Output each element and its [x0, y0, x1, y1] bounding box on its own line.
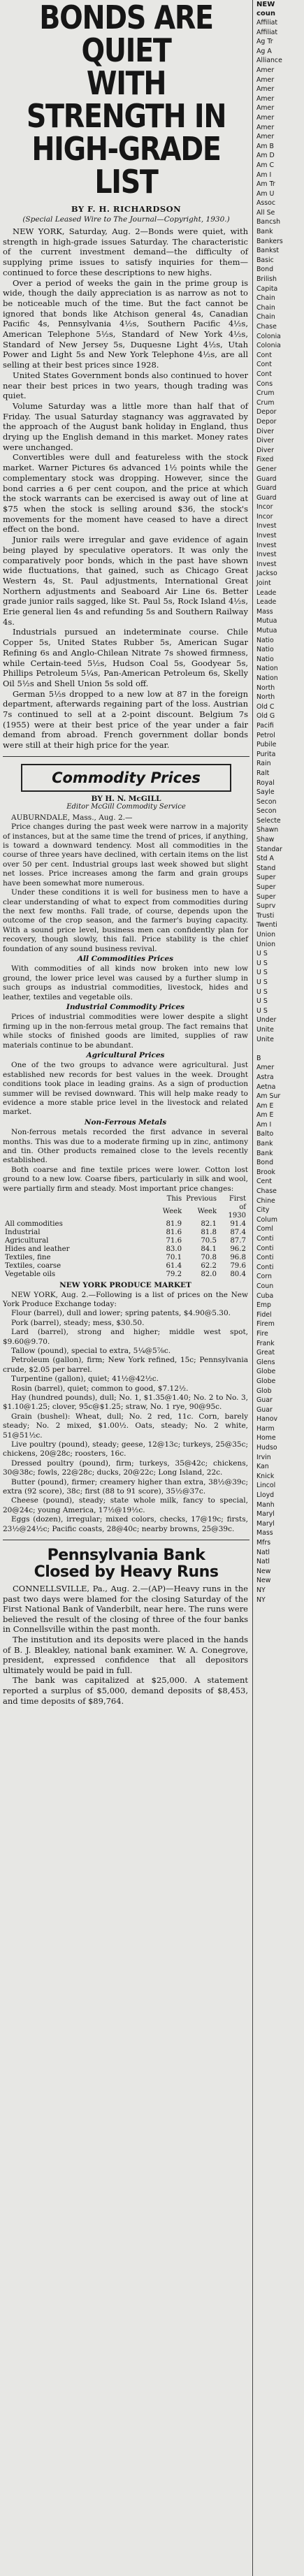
- cell-prev: 70.8: [201, 1254, 217, 1262]
- bonds-headline: [17, 0, 234, 201]
- side-list-item: Natio: [256, 646, 274, 654]
- article-paragraph: Volume Saturday was a little more than half that of Friday. The usual Saturday stagnancy was aggravated by the approach of the August bank holiday in England, thus drying up the English demand in this market. Money rates were unchanged.: [3, 400, 248, 452]
- agricultural-subhead: Agricultural Prices: [86, 1051, 165, 1060]
- row-label: Textiles, coarse: [5, 1262, 61, 1271]
- side-list-item: Cont: [256, 370, 272, 378]
- side-list-item: Std A: [256, 855, 274, 863]
- side-list-item: Home: [256, 1434, 276, 1442]
- table-header: This: [166, 1195, 182, 1203]
- side-list-item: Emp: [256, 1301, 272, 1310]
- row-label: Textiles, fine: [5, 1254, 51, 1262]
- side-list-item: Natio: [256, 655, 274, 663]
- side-list-item: Cont: [256, 361, 272, 369]
- side-list-item: Affiliat: [256, 19, 278, 27]
- commodity-prices-title: Commodity Prices: [21, 764, 231, 792]
- table-row: [3, 1237, 248, 1245]
- side-list-item: Alliance: [256, 57, 282, 65]
- table-row: [3, 1229, 248, 1237]
- cell-prev: 62.2: [201, 1262, 217, 1271]
- side-list-item: Ralt: [256, 769, 270, 777]
- penn-paragraph: The institution and its deposits were placed in the hands of B. J. Bleakley, national bank examiner. W. A. Conegrove, president, expressed confidence that all depositors ultimately would be paid in full.: [3, 1635, 248, 1675]
- side-list-item: U S: [256, 997, 268, 1006]
- side-list-item: Under: [256, 1016, 277, 1025]
- side-list-item: Bankers: [256, 237, 283, 245]
- side-list-item: North: [256, 683, 275, 692]
- side-list-item: Pacifi: [256, 721, 274, 730]
- side-list-item: Capita: [256, 284, 278, 293]
- side-list-item: Chain: [256, 313, 275, 321]
- side-list-item: Joint: [256, 579, 271, 588]
- side-list-item: Diver: [256, 446, 274, 454]
- side-list-item: Bancsh: [256, 218, 281, 226]
- market-paragraph: Live poultry (pound), steady; geese, 12@13c; turkeys, 25@35c; chickens, 20@28c; roosters, 16c.: [3, 1440, 248, 1459]
- table-row: [3, 1271, 248, 1279]
- side-list-item: Mass: [256, 1529, 273, 1537]
- side-list-item: Shaw: [256, 836, 275, 844]
- side-list-item: New: [256, 1567, 271, 1575]
- side-list-item: Coml: [256, 1225, 274, 1233]
- side-list-item: Glens: [256, 1358, 275, 1366]
- side-list-item: Great: [256, 1349, 275, 1357]
- market-paragraph: Dressed poultry (pound), firm; turkeys, 35@42c; chickens, 30@38c; fowls, 22@28c; ducks, 20@22c; Long Island, 22c.: [3, 1459, 248, 1477]
- side-list-item: Amer: [256, 66, 275, 74]
- side-list-item: Cont: [256, 351, 272, 359]
- market-paragraph: Grain (bushel): Wheat, dull; No. 2 red, 11c. Corn, barely steady; No. 2 mixed, $1.00½. Oats, steady; No. 2 white, 51@51½c.: [3, 1412, 248, 1440]
- side-list-item: Leade: [256, 598, 277, 607]
- side-list-item: U S: [256, 1006, 268, 1015]
- table-header: First: [229, 1195, 246, 1203]
- side-list-item: Ag Tr: [256, 38, 273, 46]
- side-list-item: Bond: [256, 1159, 274, 1167]
- penn-paragraph: CONNELLSVILLE, Pa., Aug. 2.—(AP)—Heavy runs in the past two days were blamed for the closing Saturday of the First National Bank of Vanderbilt, near here. The runs were believed the result of the closing of three of the four banks in Connellsville within the past month.: [3, 1584, 248, 1635]
- table-header: Week: [162, 1208, 182, 1216]
- table-header: of 1930: [228, 1203, 246, 1220]
- article-paragraph: NEW YORK, Saturday, Aug. 2—Bonds were quiet, with strength in high-grade issues Saturday. The characteristic of the current investment demand—the difficulty of supplying prime issues to satisfy inquiries for them—continued to force these descriptions to new highs.: [3, 226, 248, 277]
- side-list-item: Trusti: [256, 911, 275, 920]
- commodity-paragraph: Both coarse and fine textile prices were lower. Cotton lost ground to a new low. Coarse fibers, particularly in silk and wool, were partially firm and steady. Most important price changes:: [3, 1165, 248, 1193]
- side-list-item: Standar: [256, 845, 282, 853]
- side-list-item: Coun: [256, 1282, 274, 1290]
- side-list-item: Am B: [256, 142, 274, 150]
- side-list-item: Petrol: [256, 731, 275, 739]
- side-list-item: Cuba: [256, 1291, 274, 1300]
- industrial-subhead: Industrial Commodity Prices: [66, 1002, 185, 1011]
- side-list-item: Hanov: [256, 1415, 278, 1424]
- cell-first: 91.4: [230, 1220, 246, 1229]
- side-list-item: Invest: [256, 532, 277, 540]
- side-list-item: Amer: [256, 1064, 275, 1072]
- side-list-item: Guard: [256, 484, 277, 493]
- side-list-item: Irvin: [256, 1453, 271, 1461]
- market-paragraph: Butter (pound), firmer; creamery higher than extra, 38½@39c; extra (92 score), 38c; first (88 to 91 score), 35½@37c.: [3, 1477, 248, 1496]
- row-label: All commodities: [5, 1220, 63, 1229]
- market-paragraph: Hay (hundred pounds), dull; No. 1, $1.35@1.40; No. 2 to No. 3, $1.10@1.25; clover, 95c@$1.25; straw, No. 1 rye, 90@95c.: [3, 1393, 248, 1412]
- side-list-item: City: [256, 1206, 270, 1215]
- side-list-item: Amer: [256, 113, 275, 122]
- row-label: Agricultural: [5, 1237, 49, 1245]
- article-paragraph: Over a period of weeks the gain in the prime group is wide, though the daily appreciation is as narrow as not to be noticeable much of the time. But the fact cannot be ignored that bonds like Atchison general 4s, Canadian Pacific 4s, Pennsylvania 4½s, Southern Pacific 4½s, American Telephone 5½s, Standard of New York 4½s, Standard of New Jersey 5s, Duquesne Light 4½s, Utah Power and Light 5s and New York Telephone 4½s, are all selling at their best prices since 1928.: [3, 277, 248, 370]
- side-list-item: Royal: [256, 779, 275, 787]
- commodity-paragraph: Price changes during the past week were narrow in a majority of instances, but at the same time the trend of prices, if anything, is toward a downward tendency. Most all commodities in the course of three years have declined, with certain items on the list over 50 per cent. Industrial groups last week showed but slight net losses. Price increases among the farm and grain groups have been somewhat more numerous.: [3, 823, 248, 888]
- side-list-item: Manh: [256, 1500, 275, 1509]
- penn-paragraph: The bank was capitalized at $25,000. A statement reported a surplus of $5,000, demand deposits of $8,453, and time deposits of $89,764.: [3, 1675, 248, 1706]
- side-list-item: Selecte: [256, 816, 281, 825]
- side-list-item: Natl: [256, 1548, 270, 1556]
- commodity-paragraph: Non-ferrous metals recorded the first advance in several months. This was due to a moderate firming up in zinc, antimony and tin. Other products remained close to the levels recently established.: [3, 1128, 248, 1165]
- side-list-item: Guard: [256, 493, 277, 502]
- table-header-row: [3, 1203, 248, 1220]
- cell-first: 96.8: [230, 1254, 246, 1262]
- side-list-item: Bank: [256, 1149, 273, 1157]
- side-list-item: Bank: [256, 228, 273, 236]
- row-label: Hides and leather: [5, 1245, 70, 1254]
- side-list-item: Nation: [256, 665, 278, 673]
- side-list-item: Lincol: [256, 1482, 276, 1490]
- market-paragraph: Petroleum (gallon), firm; New York refined, 15c; Pennsylvania crude, $2.05 per barrel.: [3, 1356, 248, 1374]
- cell-prev: 81.8: [201, 1229, 217, 1237]
- side-list-item: Gener: [256, 465, 277, 473]
- side-list-item: Shawn: [256, 826, 279, 834]
- side-list-item: Depor: [256, 417, 277, 426]
- side-list-item: U S: [256, 987, 268, 996]
- side-list-item: All Se: [256, 208, 275, 217]
- side-list-item: Amer: [256, 133, 275, 141]
- side-list-item: Assoc: [256, 199, 276, 208]
- side-list-item: Depor: [256, 408, 277, 417]
- market-paragraph: Cheese (pound), steady; state whole milk, fancy to special, 20@24c; young America, 17½@19½c.: [3, 1496, 248, 1514]
- side-list-item: Suprv: [256, 902, 276, 911]
- side-list-item: Firem: [256, 1320, 275, 1329]
- side-list-item: Natl: [256, 1558, 270, 1566]
- side-list-item: Am E: [256, 1111, 274, 1120]
- side-list-item: Natio: [256, 636, 274, 644]
- side-list-item: Conti: [256, 1263, 274, 1271]
- side-list-item: Chain: [256, 294, 275, 303]
- side-list-item: Knick: [256, 1472, 275, 1480]
- table-header: Week: [197, 1208, 217, 1216]
- cell-first: 87.7: [230, 1237, 246, 1245]
- side-list-item: Frank: [256, 1339, 275, 1347]
- side-list-item: Nation: [256, 674, 278, 682]
- side-list-item: Amer: [256, 123, 275, 131]
- side-list-item: Union: [256, 940, 276, 948]
- side-list-item: Affiliat: [256, 28, 278, 36]
- cell-this: 61.4: [166, 1262, 182, 1271]
- commodity-role: Editor McGill Commodity Service: [66, 802, 186, 811]
- side-list-item: NY: [256, 1595, 266, 1604]
- side-list-item: Old G: [256, 712, 275, 721]
- side-list-item: Chase: [256, 323, 277, 331]
- side-list-item: Lloyd: [256, 1491, 275, 1500]
- side-list-item: Invest: [256, 541, 277, 549]
- side-list-item: Am C: [256, 161, 275, 169]
- cell-prev: 70.5: [201, 1237, 217, 1245]
- side-list-item: Crum: [256, 389, 275, 398]
- side-list-item: Secon: [256, 807, 277, 816]
- side-list-item: Super: [256, 892, 276, 901]
- cell-prev: 84.1: [201, 1245, 217, 1254]
- side-list-item: Secon: [256, 797, 277, 806]
- side-list-item: Balto: [256, 1130, 274, 1138]
- side-list-item: Bank: [256, 1140, 273, 1148]
- side-list-item: Invest: [256, 522, 277, 530]
- market-paragraph: Lard (barrel), strong and higher; middle west spot, $9.60@9.70.: [3, 1328, 248, 1346]
- article-paragraph: German 5½s dropped to a new low at 87 in the foreign department, afterwards regaining part of the loss. Austrian 7s continued to sell at a 2-point discount. Belgium 7s (1955) were at their best price of the year under a fair demand from abroad. French government dollar bonds were still at their high price for the year.: [3, 688, 248, 751]
- side-list-item: Invest: [256, 560, 277, 568]
- cell-this: 79.2: [166, 1271, 182, 1279]
- side-list-item: Amer: [256, 85, 275, 94]
- side-column-head: coun: [256, 10, 276, 17]
- cell-first: 96.2: [230, 1245, 246, 1254]
- side-list-item: Pubile: [256, 741, 277, 749]
- table-row: [3, 1245, 248, 1254]
- cell-this: 81.9: [166, 1220, 182, 1229]
- side-list-item: U S: [256, 969, 268, 977]
- side-list-item: New: [256, 1577, 271, 1585]
- market-paragraph: Tallow (pound), special to extra, 5¼@5⅞c.: [11, 1346, 171, 1355]
- cell-this: 71.6: [166, 1237, 182, 1245]
- side-list-item: Mfrs: [256, 1539, 271, 1547]
- side-list-item: Fixed: [256, 456, 274, 464]
- side-list-item: Globe: [256, 1377, 276, 1385]
- cell-first: 87.4: [230, 1229, 246, 1237]
- side-list-item: Maryl: [256, 1510, 275, 1519]
- article-paragraph: Convertibles were dull and featureless with the stock market. Warner Pictures 6s advanced 1½ points while the complementary stock was dropping. However, since the bond carries a 6 per cent coupon, and the price at which the stock warrants can be exercised is away out of line at $75 when the stock is selling around $36, the stock's movements for the moment have ceased to have a direct effect on the bond.: [3, 452, 248, 535]
- non-ferrous-subhead: Non-Ferrous Metals: [84, 1117, 167, 1127]
- market-paragraph: Rosin (barrel), quiet; common to good, $7.12½.: [11, 1384, 189, 1393]
- side-list-item: Bond: [256, 266, 274, 274]
- side-list-item: Mutua: [256, 627, 277, 635]
- article-paragraph: Industrials pursued an indeterminate course. Chile Copper 5s, United States Rubber 5s, American Sugar Refining 6s and Anglo-Chilean Nitrate 7s showed firmness, while Certain-teed 5½s, Hudson Coal 5s, Goodyear 5s, Phillips Petroleum 5¼s, Pan-American Petroleum 6s, Skelly Oil 5½s and Shell Union 5s sold off.: [3, 627, 248, 688]
- side-list-item: Mass: [256, 607, 273, 616]
- side-list-item: Aetna: [256, 1083, 276, 1091]
- side-list-item: Cons: [256, 379, 273, 388]
- adjacent-column-fragment: [254, 0, 304, 2576]
- side-list-item: Fidel: [256, 1310, 272, 1319]
- side-list-item: Am Sur: [256, 1092, 281, 1101]
- side-list-item: Am U: [256, 189, 275, 198]
- penn-headline-line-2: Closed by Heavy Runs: [34, 1563, 219, 1582]
- side-list-item: Unite: [256, 1025, 274, 1034]
- table-row: [3, 1262, 248, 1271]
- side-list-item: NY: [256, 1586, 266, 1594]
- all-commodities-subhead: All Commodities Prices: [77, 954, 174, 963]
- side-list-item: B: [256, 1054, 261, 1062]
- commodity-paragraph: Prices of industrial commodities were lower despite a slight firming up in the non-ferrous metal group. The fact remains that while stocks of finished goods are limited, supplies of raw materials continue to be abundant.: [3, 1013, 248, 1050]
- article-byline: BY F. H. RICHARDSON: [71, 204, 182, 214]
- section-divider: [3, 756, 249, 757]
- side-column-list: [254, 18, 304, 1605]
- side-list-item: Guard: [256, 475, 277, 483]
- side-list-item: Diver: [256, 437, 274, 445]
- side-list-item: Brilish: [256, 275, 277, 284]
- cell-prev: 82.1: [201, 1220, 217, 1229]
- side-list-item: Diver: [256, 427, 274, 435]
- side-list-item: Am I: [256, 171, 272, 179]
- side-list-item: Super: [256, 883, 276, 892]
- side-list-item: Conti: [256, 1254, 274, 1262]
- side-list-item: Globe: [256, 1368, 276, 1376]
- market-paragraph: Turpentine (gallon), quiet; 41½@42½c.: [11, 1375, 159, 1384]
- side-list-item: [254, 1044, 304, 1054]
- side-list-item: Incor: [256, 512, 273, 521]
- side-list-item: Amer: [256, 75, 275, 84]
- side-list-item: Old C: [256, 702, 275, 711]
- side-list-item: Astra: [256, 1073, 274, 1081]
- cell-prev: 82.0: [201, 1271, 217, 1279]
- side-list-item: Mutua: [256, 617, 277, 625]
- side-list-item: Invest: [256, 551, 277, 559]
- side-list-item: Amer: [256, 94, 275, 103]
- side-list-item: Rain: [256, 760, 271, 768]
- side-list-item: Chine: [256, 1196, 275, 1205]
- side-list-item: Hudso: [256, 1444, 277, 1452]
- commodity-paragraph: Under these conditions it is well for business men to have a clear understanding of what to expect from commodities during the next few months. Fall trade, of course, depends upon the outcome of the crop season, and the farmer's buying capacity. With a sound price level, business men can confidently plan for recovery, though slowly, this fall. Price stability is the chief foundation of any sound business revival.: [3, 888, 248, 953]
- pennsylvania-bank-headline: [0, 1547, 252, 1581]
- side-list-item: Jackso: [256, 570, 277, 578]
- headline-line-3: HIGH-GRADE LIST: [31, 130, 221, 201]
- market-paragraph: Eggs (dozen), irregular; mixed colors, checks, 17@19c; firsts, 23½@24½c; Pacific coasts, 28@40c; nearby browns, 25@39c.: [3, 1515, 248, 1533]
- commodity-body: [0, 813, 252, 1534]
- side-list-item: Stand: [256, 864, 276, 872]
- side-list-item: Colonia: [256, 342, 281, 350]
- side-list-item: Sayle: [256, 788, 275, 797]
- side-list-item: Leade: [256, 588, 277, 597]
- table-header: Previous: [186, 1195, 217, 1203]
- side-list-item: Am E: [256, 1101, 274, 1110]
- headline-line-2: WITH STRENGTH IN: [26, 64, 226, 135]
- side-list-item: Basic: [256, 256, 274, 264]
- side-list-item: Amer: [256, 104, 275, 113]
- row-label: Vegetable oils: [5, 1271, 56, 1279]
- article-paragraph: Junior rails were irregular and gave evidence of again being played by speculative operators. It was only the comparatively poor bonds, which in the past have shown wide fluctuations, that gained, such as Chicago Great Western 4s, St. Paul adjustments, International Great Northern adjustments and Seaboard Air Line 6s. Better grade junior rails sagged, like St. Paul 5s, Rock Island 4½s, Erie general lien 4s and refunding 5s and Southern Railway 4s.: [3, 535, 248, 627]
- row-label: Industrial: [5, 1229, 41, 1237]
- penn-headline-line-1: Pennsylvania Bank: [47, 1547, 205, 1565]
- side-list-item: U S: [256, 978, 268, 986]
- commodity-price-table: [3, 1195, 248, 1279]
- commodity-paragraph: One of the two groups to advance were agricultural. Just established new records for best values in the week. Drought conditions took place in leading grains. As a sign of production summer will be revised downward. This will help make ready to evidence a more stable price level in the livestock and related market.: [3, 1061, 248, 1117]
- side-list-item: Brook: [256, 1168, 275, 1176]
- market-paragraph: Pork (barrel), steady; mess, $30.50.: [11, 1318, 145, 1327]
- article-credit: (Special Leased Wire to The Journal—Copyright, 1930.): [22, 215, 230, 224]
- side-list-item: Crum: [256, 398, 275, 407]
- side-list-item: Guar: [256, 1405, 273, 1414]
- market-paragraph: NEW YORK, Aug. 2.—Following is a list of prices on the New York Produce Exchange today:: [3, 1290, 248, 1308]
- commodity-paragraph: With commodities of all kinds now broken into new low ground, the lower price level was caused by a further slump in such groups as industrial commodities, livestock, hides and leather, textiles and vegetable oils.: [3, 964, 248, 1001]
- side-list-item: Kan: [256, 1463, 269, 1471]
- side-list-item: Purita: [256, 750, 276, 758]
- table-row: [3, 1220, 248, 1229]
- side-list-item: Chase: [256, 1187, 277, 1196]
- side-list-item: Harm: [256, 1424, 275, 1433]
- pennsylvania-bank-body: [0, 1584, 252, 1706]
- side-list-item: Am I: [256, 1120, 272, 1129]
- side-list-item: Unite: [256, 1035, 274, 1043]
- cell-this: 70.1: [166, 1254, 182, 1262]
- market-paragraph: Flour (barrel), dull and lower; spring patents, $4.90@5.30.: [11, 1309, 231, 1318]
- table-header-row: [3, 1195, 248, 1203]
- produce-market-title: NEW YORK PRODUCE MARKET: [59, 1281, 191, 1290]
- side-list-item: Incor: [256, 503, 273, 512]
- side-list-item: Am D: [256, 152, 275, 160]
- side-list-item: Conti: [256, 1244, 274, 1252]
- cell-first: 79.6: [230, 1262, 246, 1271]
- side-list-item: Chain: [256, 303, 275, 312]
- side-list-item: Union: [256, 931, 276, 939]
- side-list-item: Corn: [256, 1273, 272, 1281]
- side-list-item: Ag A: [256, 47, 272, 55]
- side-list-item: Conti: [256, 1235, 274, 1243]
- side-list-item: Bankst: [256, 247, 280, 255]
- article-paragraph: United States Government bonds also continued to hover near their best prices in two years, though trading was quiet.: [3, 370, 248, 401]
- side-list-item: Fire: [256, 1329, 268, 1338]
- side-column-head: NEW: [256, 1, 275, 8]
- table-row: [3, 1254, 248, 1262]
- side-list-item: U S: [256, 959, 268, 967]
- side-list-item: Colum: [256, 1215, 277, 1224]
- side-list-item: Am Tr: [256, 180, 275, 189]
- side-list-item: U S: [256, 950, 268, 958]
- cell-this: 81.6: [166, 1229, 182, 1237]
- cell-first: 80.4: [230, 1271, 246, 1279]
- commodity-dateline: AUBURNDALE, Mass., Aug. 2.—: [11, 813, 133, 822]
- side-list-item: Cent: [256, 1178, 272, 1186]
- side-list-item: Maryl: [256, 1519, 275, 1528]
- commodity-byline: BY H. N. McGILL: [91, 794, 161, 803]
- side-list-item: Glob: [256, 1387, 272, 1395]
- side-list-item: Guar: [256, 1396, 273, 1405]
- headline-line-1: BONDS ARE QUIET: [39, 0, 213, 69]
- side-list-item: Super: [256, 874, 276, 882]
- side-list-item: North: [256, 693, 275, 702]
- bonds-article-body: [0, 226, 252, 751]
- side-list-item: Twenti: [256, 921, 277, 929]
- cell-this: 83.0: [166, 1245, 182, 1254]
- side-list-item: Colonia: [256, 332, 281, 340]
